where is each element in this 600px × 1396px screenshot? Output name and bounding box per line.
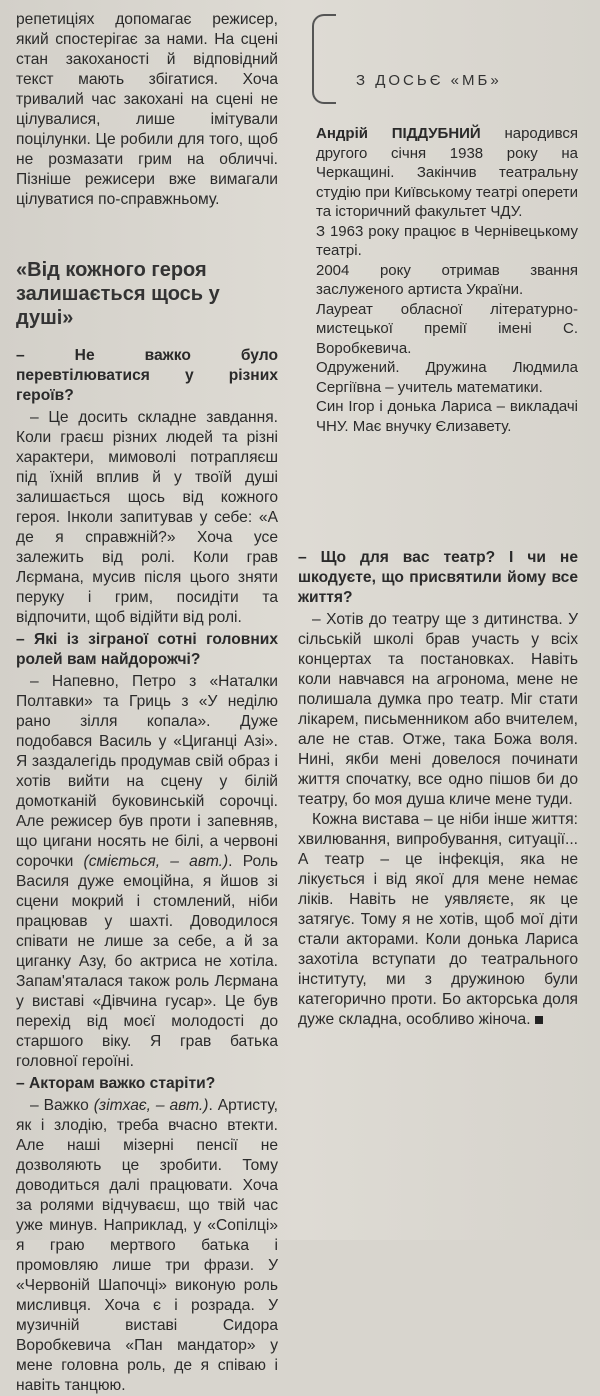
answer-4-text: Кожна вистава – це ніби інше життя: хвилювання, випробування, ситуації... А театр – це інфекція, яка не лікується і від якої для мене немає ліків. Навіть не уявляєте, як це затягує. Тому я не хотів, щоб мої діти стали акторами. Коли донька Лариса захотіла вступати до театрального інституту, ми з дружиною були категорично проти. Бо акторська доля дуже складна, особливо жіноча. — [298, 811, 578, 1028]
left-intro-text — [16, 10, 278, 210]
answer-3-text: – Важко — [30, 1097, 94, 1114]
answer-4-cont — [298, 810, 578, 1030]
question-2: – Які із зіграної сотні головних ролей вам найдорожчі? — [16, 631, 278, 668]
interview-right-column — [298, 546, 578, 1030]
answer-2-aside: (сміється, – авт.) — [83, 853, 229, 870]
answer-3-text-cont: . Артисту, як і злодію, треба вчасно втекти. Але наші мізерні пенсії не дозволяють це зробити. Тому доводиться далі працювати. Хоча за ролями відчуваєш, що твій час уже минув. Наприклад, у «Сопілці» я граю мертвого батька і промовляю лише три фрази. У «Червоній Шапочці» виконую роль мисливця. Хоча є і розрада. У музичній виставі Сидора Воробкевича «Пан мандатор» у мене головна роль, де я співаю і навіть танцюю. — [16, 1097, 278, 1394]
dossier-name: Андрій ПІДДУБНИЙ — [316, 125, 481, 142]
question-3: – Акторам важко старіти? — [16, 1075, 216, 1092]
answer-3-start — [16, 1096, 278, 1396]
answer-4: – Хотів до театру ще з дитинства. У сільській школі брав участь у всіх концертах та постановках. Навіть коли навчався на агронома, мене не полишала думка про театр. Міг стати лікарем, письменником або вчителем, але не став. Отже, така Божа воля. Нині, якби мені довелося починати життя спочатку, все одно пішов би до театру, бо моя душа кличе мене туди. — [298, 611, 578, 808]
dossier-title: З ДОСЬЄ «МБ» — [356, 72, 502, 89]
answer-2 — [16, 672, 278, 1072]
dossier-bracket — [312, 14, 336, 104]
end-mark-icon — [535, 1016, 543, 1024]
dossier-line-2: З 1963 року працює в Чернівецькому театрі. — [316, 222, 578, 259]
section-heading: «Від кожного героя залишається щось у душі» — [16, 259, 220, 329]
dossier-box — [316, 124, 578, 436]
dossier-line-5: Одружений. Дружина Людмила Сергіївна – учитель математики. — [316, 359, 578, 396]
dossier-bio — [316, 124, 578, 222]
answer-2-text: – Напевно, Петро з «Наталки Полтавки» та Гриць з «У неділю рано зілля копала». Дуже подобався Василь у «Циганці Азі». Я заздалегідь продумав свій образ і хотів вийти на сцену у білій домотканій буковинській сорочці. Але режисер був проти і запевняв, що цигани носять не білі, а червоні сорочки — [16, 673, 278, 870]
answer-2-text-cont: . Роль Василя дуже емоційна, я йшов зі сцени мокрий і стомлений, ніби працював у шахті. Доводилося співати не лише за себе, а й за циганку Азу, бо актриса не хотіла. Запам'яталася також роль Лєрмана у виставі «Дівчина гусар». Це був перехід від моєї молодості до старшого віку. Я грав батька головної героїні. — [16, 853, 278, 1070]
question-1: – Не важко було перевтілюватися у різних героїв? — [16, 347, 278, 404]
question-4: – Що для вас театр? І чи не шкодуєте, що присвятили йому все життя? — [298, 549, 578, 606]
answer-1: – Це досить складне завдання. Коли граєш різних людей та різні характери, мимоволі потрапляєш під їхній вплив й у твоїй душі залишається щось від кожного героя. Інколи запитував у себе: «А де я справжній?» Хоча усе залежить від ролі. Коли грав Лєрмана, мусив після цього зняти перуку і грим, посидіти та відпочити, щоб відійти від ролі. — [16, 409, 278, 626]
interview-left-column — [16, 344, 278, 1396]
answer-3-aside: (зітхає, – авт.) — [93, 1097, 209, 1114]
dossier-line-4: Лауреат обласної літературно-мистецької премії імені С. Воробкевича. — [316, 300, 578, 357]
dossier-line-3: 2004 року отримав звання заслуженого артиста України. — [316, 261, 578, 298]
intro-paragraph: репетиціях допомагає режисер, який спостерігає за нами. На сцені стан закоханості й відповідний текст мають збігатися. Хоча тривалий час закохані на сцені не цілувалися, лише імітували поцілунки. Це робили для того, щоб не розмазати грим на обличчі. Пізніше режисери вже вимагали цілуватися по-справжньому. — [16, 11, 278, 208]
dossier-line-6: Син Ігор і донька Лариса – викладачі ЧНУ. Має внучку Єлизавету. — [316, 398, 578, 435]
dossier-bio-text: народився другого січня 1938 року на Черкащині. Закінчив театральну студію при Київському театрі оперети та історичний факультет ЧДУ. — [316, 125, 578, 220]
